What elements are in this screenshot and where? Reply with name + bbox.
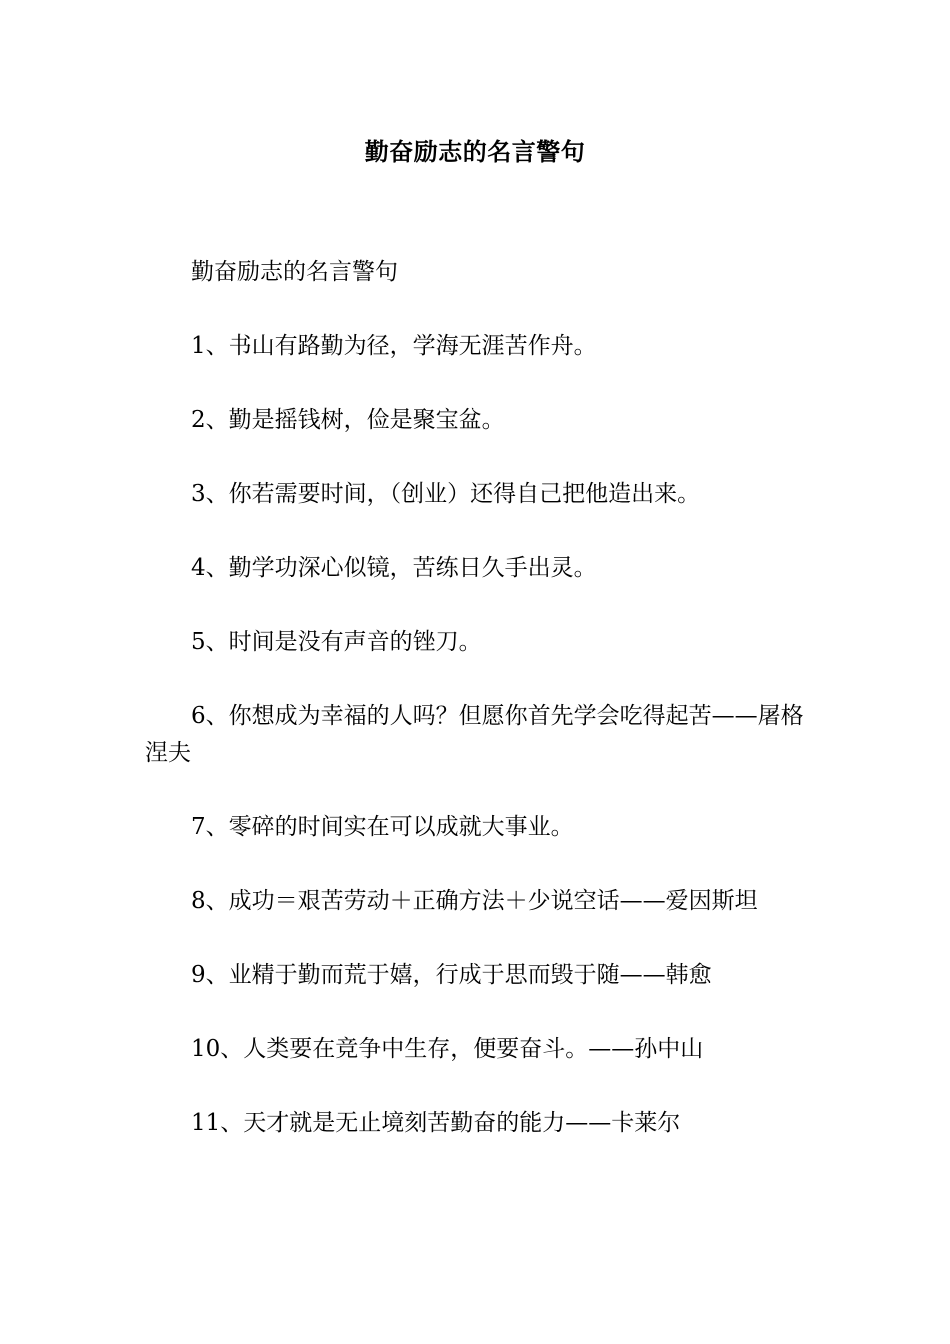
quote-item-5: 5、时间是没有声音的锉刀。 — [191, 629, 482, 655]
quote-item-10: 10、人类要在竞争中生存，便要奋斗。——孙中山 — [191, 1036, 704, 1062]
quote-item-8: 8、成功＝艰苦劳动＋正确方法＋少说空话——爱因斯坦 — [191, 888, 758, 914]
quote-item-7: 7、零碎的时间实在可以成就大事业。 — [191, 814, 574, 840]
quote-item-9: 9、业精于勤而荒于嬉，行成于思而毁于随——韩愈 — [191, 962, 712, 988]
quote-item-2: 2、勤是摇钱树，俭是聚宝盆。 — [191, 407, 505, 433]
quote-item-3: 3、你若需要时间，（创业）还得自己把他造出来。 — [191, 481, 701, 507]
document-body — [145, 254, 815, 1179]
page-title: 勤奋励志的名言警句 — [364, 137, 586, 166]
quote-item-4: 4、勤学功深心似镜，苦练日久手出灵。 — [191, 555, 597, 581]
quote-item-6: 6、你想成为幸福的人吗？但愿你首先学会吃得起苦——屠格涅夫 — [145, 703, 804, 766]
quote-item-11: 11、天才就是无止境刻苦勤奋的能力——卡莱尔 — [191, 1110, 681, 1136]
quote-item-1: 1、书山有路勤为径，学海无涯苦作舟。 — [191, 333, 597, 359]
section-heading: 勤奋励志的名言警句 — [191, 259, 398, 285]
